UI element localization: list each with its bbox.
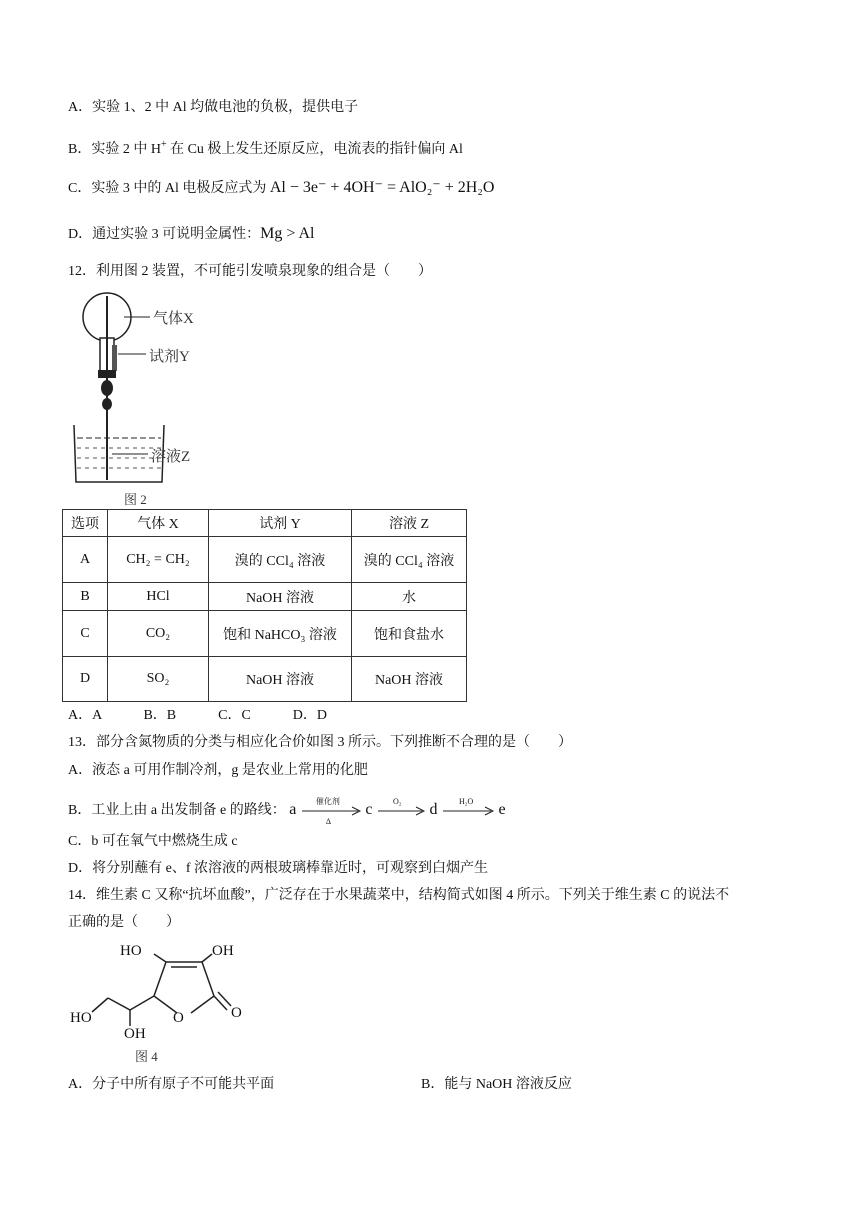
arrow-catalyst — [300, 796, 362, 826]
arrow-oxygen — [376, 796, 426, 826]
atom-label-ring-o: O — [173, 1010, 184, 1026]
table-cell: 溴的 CCl₄ 溶液 — [209, 537, 352, 583]
route-c: c — [365, 801, 373, 819]
table-cell: NaOH 溶液 — [209, 583, 352, 611]
atom-label-ho-chain: HO — [70, 1010, 92, 1026]
label-solution-z: 溶液Z — [151, 449, 191, 465]
q14-stem-line2: 正确的是（ ） — [68, 915, 180, 930]
q11-option-b-sup: + — [160, 139, 167, 150]
table-cell: CH₂ = CH₂ — [108, 537, 209, 583]
table-cell: CO₂ — [108, 611, 209, 657]
q11-option-d-pre: D．通过实验 3 可说明金属性： — [68, 227, 261, 242]
table-row — [63, 583, 467, 611]
q11-option-c-equation: Al − 3e⁻ + 4OH⁻ = AlO₂⁻ + 2H₂O — [269, 179, 495, 196]
table-cell: HCl — [108, 583, 209, 611]
q11-option-d-equation: Mg > Al — [260, 225, 315, 242]
arrow-water-label: H₂O — [458, 797, 474, 806]
table-cell: A — [63, 537, 108, 583]
table-cell: D — [63, 657, 108, 702]
table-cell: C — [63, 611, 108, 657]
options-table — [62, 509, 467, 702]
table-header-cell: 选项 — [63, 510, 108, 537]
q14-stem-line1: 14．维生素 C 又称“抗坏血酸”，广泛存在于水果蔬菜中，结构简式如图 4 所示。下列关于维生素 C 的说法不 — [68, 888, 730, 903]
atom-label-oh-right: OH — [212, 943, 234, 959]
arrow-catalyst-top: 催化剂 — [315, 797, 340, 806]
q11-option-b-post: 在 Cu 极上发生还原反应，电流表的指针偏向 Al — [166, 142, 463, 157]
table-header-cell: 试剂 Y — [209, 510, 352, 537]
q13-option-a: A．液态 a 可用作制冷剂，g 是农业上常用的化肥 — [68, 763, 368, 778]
arrow-oxygen-label: O₂ — [392, 797, 402, 806]
label-reagent-y: 试剂Y — [149, 349, 190, 365]
q14-option-a: A．分子中所有原子不可能共平面 — [68, 1077, 275, 1092]
table-cell: NaOH 溶液 — [209, 657, 352, 702]
q11-option-a: A．实验 1、2 中 Al 均做电池的负极，提供电子 — [68, 100, 359, 115]
table-header-cell: 溶液 Z — [352, 510, 467, 537]
q13-option-c: C．b 可在氧气中燃烧生成 c — [68, 834, 238, 849]
table-row — [63, 537, 467, 583]
clamp-upper — [101, 380, 113, 396]
atom-label-ho-left: HO — [120, 943, 142, 959]
figure-2-caption: 图 2 — [124, 492, 147, 507]
table-cell: 饱和 NaHCO₃ 溶液 — [209, 611, 352, 657]
q13-option-d: D．将分别蘸有 e、f 浓溶液的两根玻璃棒靠近时，可观察到白烟产生 — [68, 861, 488, 876]
figure-4-caption: 图 4 — [135, 1049, 158, 1064]
q11-option-c-pre: C．实验 3 中的 Al 电极反应式为 — [68, 181, 270, 196]
table-header-row — [63, 510, 467, 537]
route-a: a — [289, 801, 297, 819]
q12-choices: A．A B．B C．C D．D — [68, 708, 328, 723]
route-d: d — [429, 801, 438, 819]
q14-option-b: B．能与 NaOH 溶液反应 — [421, 1077, 572, 1092]
table-cell: 饱和食盐水 — [352, 611, 467, 657]
table-cell: B — [63, 583, 108, 611]
q11-option-c — [68, 178, 494, 199]
clamp-lower — [102, 398, 112, 410]
table-cell: SO₂ — [108, 657, 209, 702]
table-row — [63, 657, 467, 702]
q11-option-d — [68, 224, 315, 245]
table-header-cell: 气体 X — [108, 510, 209, 537]
label-gas-x: 气体X — [153, 311, 194, 327]
q11-option-b — [68, 135, 463, 160]
table-cell: 水 — [352, 583, 467, 611]
fountain-apparatus-figure — [66, 290, 226, 505]
atom-label-oh-chain: OH — [124, 1026, 146, 1042]
arrow-water — [441, 796, 495, 826]
table-cell: 溴的 CCl₄ 溶液 — [352, 537, 467, 583]
arrow-catalyst-bottom: Δ — [325, 817, 332, 826]
atom-label-carbonyl-o: O — [231, 1005, 242, 1021]
route-e: e — [498, 801, 506, 819]
stopper — [98, 370, 116, 378]
table-cell: NaOH 溶液 — [352, 657, 467, 702]
q13-option-b-pre: B．工业上由 a 出发制备 e 的路线： — [68, 803, 286, 819]
table-row — [63, 611, 467, 657]
q11-option-b-pre: B．实验 2 中 H — [68, 142, 161, 157]
q13-option-b — [68, 796, 506, 826]
q12-stem: 12．利用图 2 装置，不可能引发喷泉现象的组合是（ ） — [68, 264, 432, 279]
dropper — [112, 345, 117, 371]
q13-stem: 13．部分含氮物质的分类与相应化合价如图 3 所示。下列推断不合理的是（ ） — [68, 735, 572, 750]
